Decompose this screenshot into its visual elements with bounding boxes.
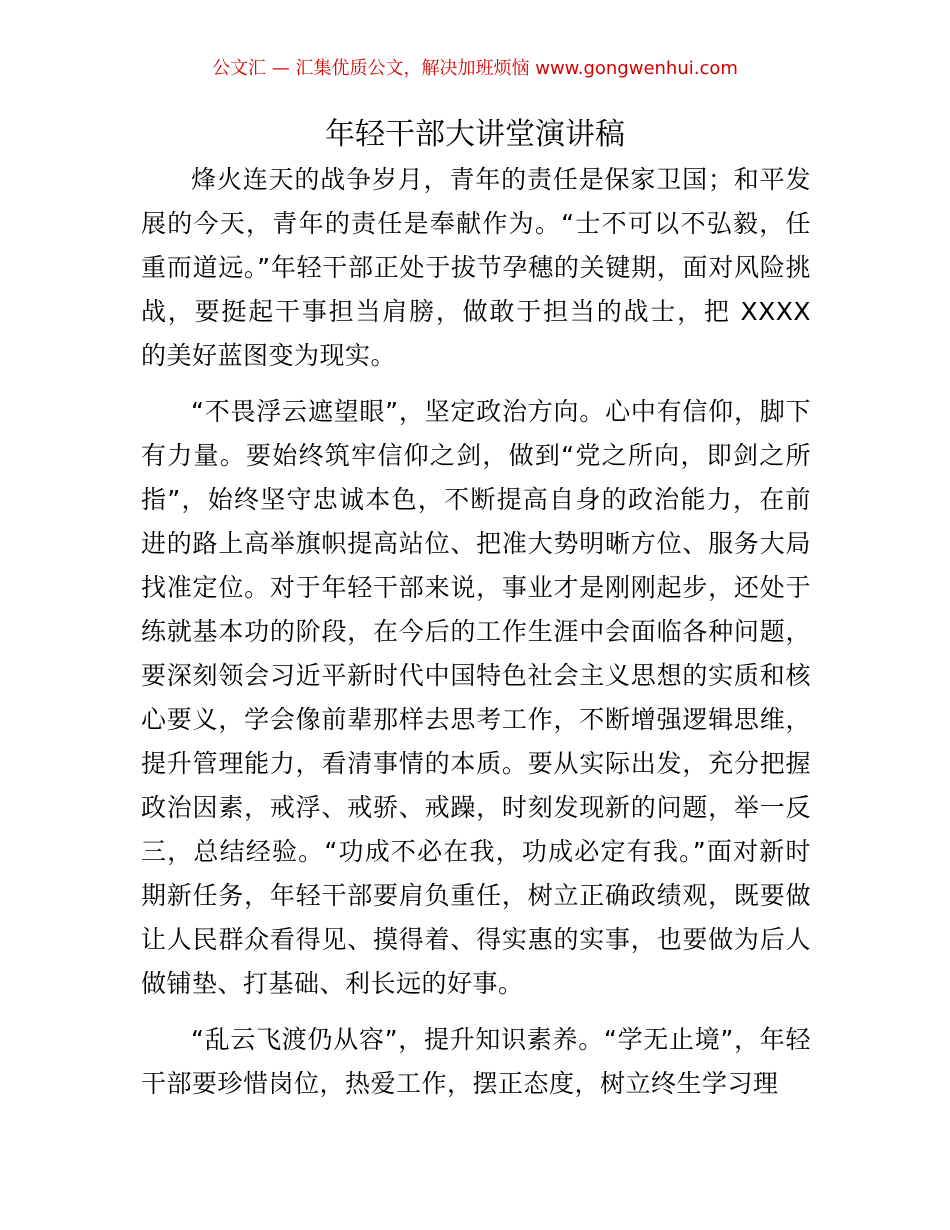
document-title: 年轻干部大讲堂演讲稿: [325, 117, 625, 152]
paragraph: 烽火连天的战争岁月，青年的责任是保家卫国；和平发展的今天，青年的责任是奉献作为。“士不可以不弘毅，任重而道远。”年轻干部正处于拔节孕穗的关键期，面对风险挑战，要挺起干事担当肩膀，做敢于担当的战士，把 XXXX 的美好蓝图变为现实。: [141, 165, 811, 370]
document-body: [141, 158, 811, 1106]
paragraph: “乱云飞渡仍从容”，提升知识素养。“学无止境”，年轻干部要珍惜岗位，热爱工作，摆正态度，树立终生学习理: [141, 1025, 811, 1098]
paragraph: “不畏浮云遮望眼”，坚定政治方向。心中有信仰，脚下有力量。要始终筑牢信仰之剑，做到“党之所向，即剑之所指”，始终坚守忠诚本色，不断提高自身的政治能力，在前进的路上高举旗帜提高站位、把准大势明晰方位、服务大局找准定位。对于年轻干部来说，事业才是刚刚起步，还处于练就基本功的阶段，在今后的工作生涯中会面临各种问题，要深刻领会习近平新时代中国特色社会主义思想的实质和核心要义，学会像前辈那样去思考工作，不断增强逻辑思维，提升管理能力，看清事情的本质。要从实际出发，充分把握政治因素，戒浮、戒骄、戒躁，时刻发现新的问题，举一反三，总结经验。“功成不必在我，功成必定有我。”面对新时期新任务，年轻干部要肩负重任，树立正确政绩观，既要做让人民群众看得见、摸得着、得实惠的实事，也要做为后人做铺垫、打基础、利长远的好事。: [141, 397, 811, 998]
header-banner: 公文汇 — 汇集优质公文，解决加班烦恼 www.gongwenhui.com: [212, 58, 738, 79]
